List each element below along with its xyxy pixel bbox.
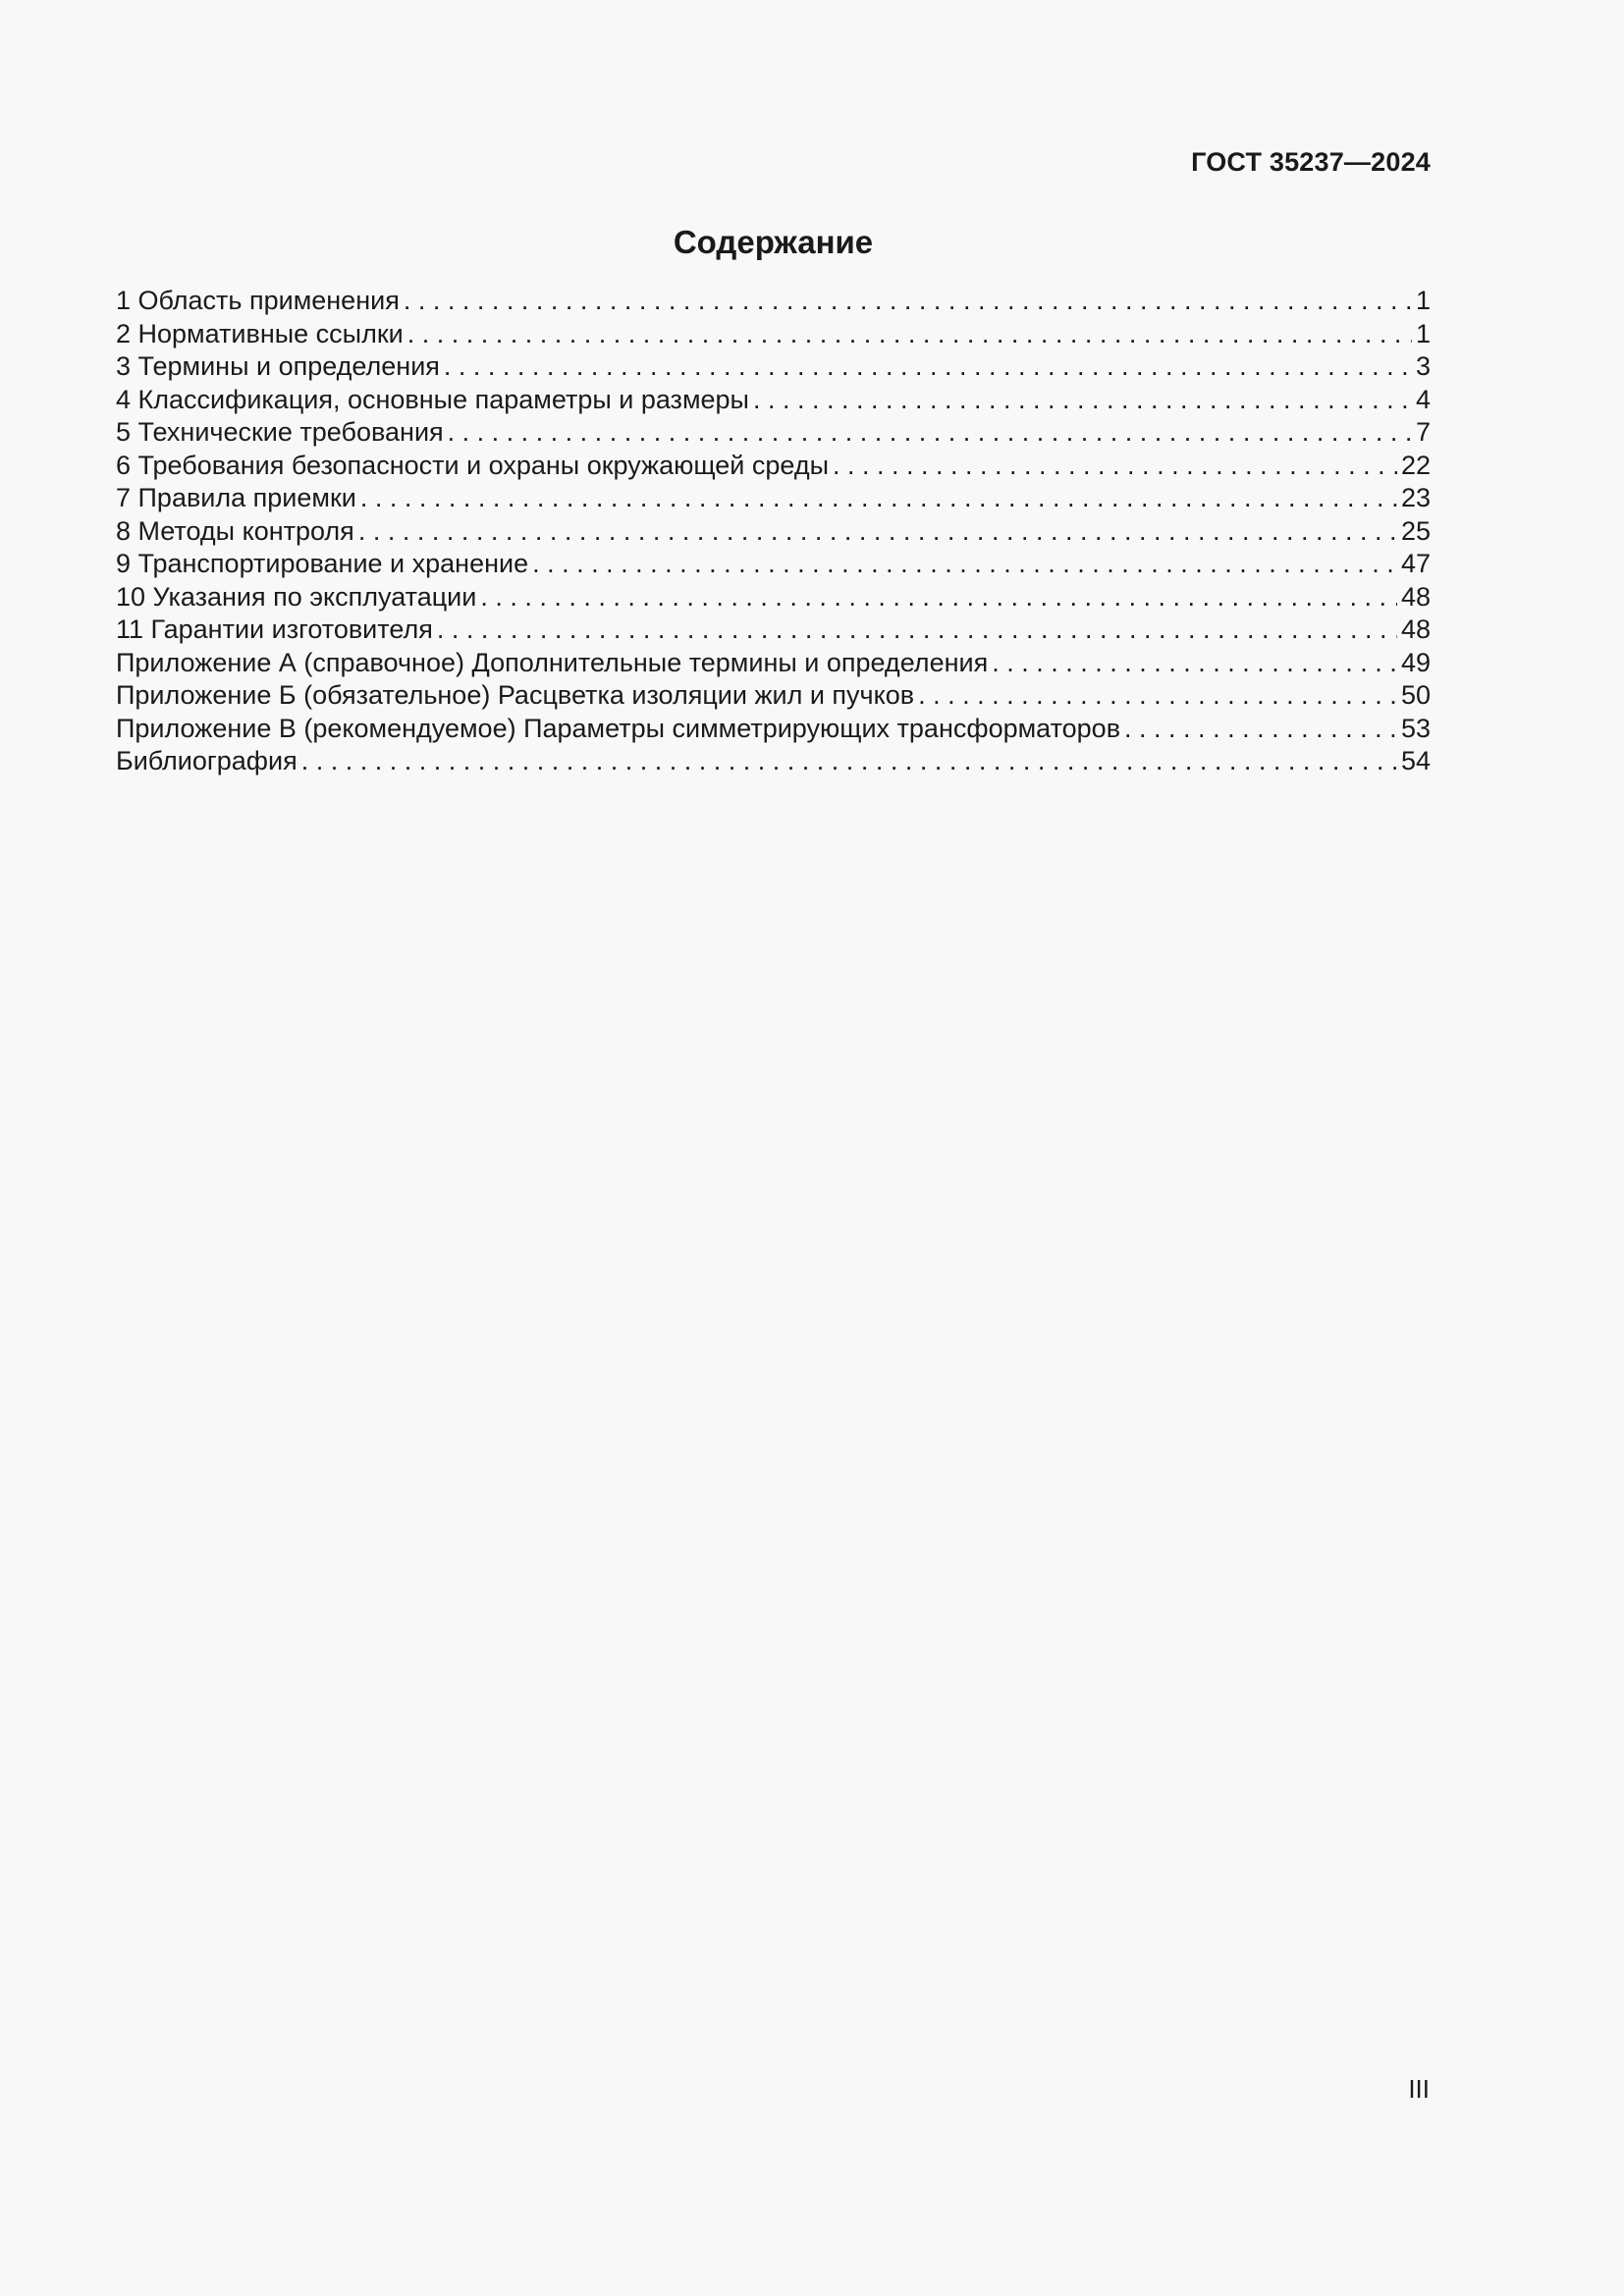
toc-leader-dots <box>444 350 1412 384</box>
toc-title: Содержание <box>673 224 874 260</box>
toc-leader-dots <box>833 450 1397 483</box>
toc-leader-dots <box>301 745 1397 778</box>
toc-entry[interactable] <box>116 384 1431 417</box>
toc-entry-page: 48 <box>1400 614 1431 644</box>
toc-entry-label: Приложение В (рекомендуемое) Параметры симметрирующих трансформаторов <box>116 713 1121 743</box>
toc-entry-label: 9 Транспортирование и хранение <box>116 549 529 578</box>
toc-entry[interactable] <box>116 350 1431 384</box>
table-of-contents <box>116 285 1431 778</box>
toc-leader-dots <box>532 548 1397 581</box>
toc-entry-label: 1 Область применения <box>116 286 400 315</box>
toc-entry[interactable] <box>116 679 1431 713</box>
toc-leader-dots <box>358 515 1397 549</box>
toc-entry-page: 54 <box>1400 746 1431 775</box>
toc-leader-dots <box>437 614 1397 647</box>
toc-entry[interactable] <box>116 482 1431 515</box>
toc-entry-page: 25 <box>1400 515 1431 546</box>
toc-entry-page: 48 <box>1400 581 1431 612</box>
toc-entry[interactable] <box>116 450 1431 483</box>
toc-entry[interactable] <box>116 647 1431 680</box>
toc-entry-label: 3 Термины и определения <box>116 351 440 381</box>
toc-entry-label: 10 Указания по эксплуатации <box>116 581 477 612</box>
toc-entry-label: 4 Классификация, основные параметры и размеры <box>116 384 749 414</box>
toc-leader-dots <box>1124 713 1397 746</box>
toc-entry-label: 8 Методы контроля <box>116 515 354 546</box>
toc-entry[interactable] <box>116 713 1431 746</box>
toc-leader-dots <box>448 416 1412 450</box>
toc-entry[interactable] <box>116 581 1431 614</box>
toc-entry-label: 6 Требования безопасности и охраны окружающей среды <box>116 450 829 480</box>
toc-entry-label: 2 Нормативные ссылки <box>116 318 404 348</box>
toc-leader-dots <box>992 647 1397 680</box>
toc-entry[interactable] <box>116 614 1431 647</box>
page-number: III <box>1408 2074 1430 2104</box>
toc-leader-dots <box>407 318 1412 351</box>
document-code: ГОСТ 35237—2024 <box>1191 147 1431 177</box>
toc-entry-page: 53 <box>1400 713 1431 743</box>
toc-entry-page: 4 <box>1415 384 1431 414</box>
toc-entry-label: Библиография <box>116 746 298 775</box>
toc-entry-label: 7 Правила приемки <box>116 483 356 512</box>
toc-entry-page: 3 <box>1415 351 1431 381</box>
toc-entry-page: 1 <box>1415 318 1431 348</box>
toc-entry-page: 22 <box>1400 450 1431 480</box>
toc-leader-dots <box>360 482 1397 515</box>
toc-entry[interactable] <box>116 548 1431 581</box>
toc-entry-label: Приложение Б (обязательное) Расцветка изоляции жил и пучков <box>116 680 915 710</box>
toc-entry-page: 47 <box>1400 549 1431 578</box>
toc-entry-page: 50 <box>1400 680 1431 710</box>
toc-entry[interactable] <box>116 515 1431 549</box>
toc-entry-label: 11 Гарантии изготовителя <box>116 614 433 644</box>
toc-leader-dots <box>480 581 1397 614</box>
toc-leader-dots <box>918 679 1397 713</box>
toc-entry[interactable] <box>116 745 1431 778</box>
toc-entry-label: Приложение А (справочное) Дополнительные термины и определения <box>116 647 989 677</box>
toc-entry-page: 7 <box>1415 417 1431 447</box>
toc-entry[interactable] <box>116 285 1431 318</box>
toc-entry[interactable] <box>116 318 1431 351</box>
toc-entry-page: 49 <box>1400 647 1431 677</box>
toc-entry-page: 1 <box>1415 286 1431 315</box>
toc-leader-dots <box>753 384 1412 417</box>
toc-entry-page: 23 <box>1400 483 1431 512</box>
toc-entry[interactable] <box>116 416 1431 450</box>
toc-leader-dots <box>404 285 1412 318</box>
toc-entry-label: 5 Технические требования <box>116 417 444 447</box>
